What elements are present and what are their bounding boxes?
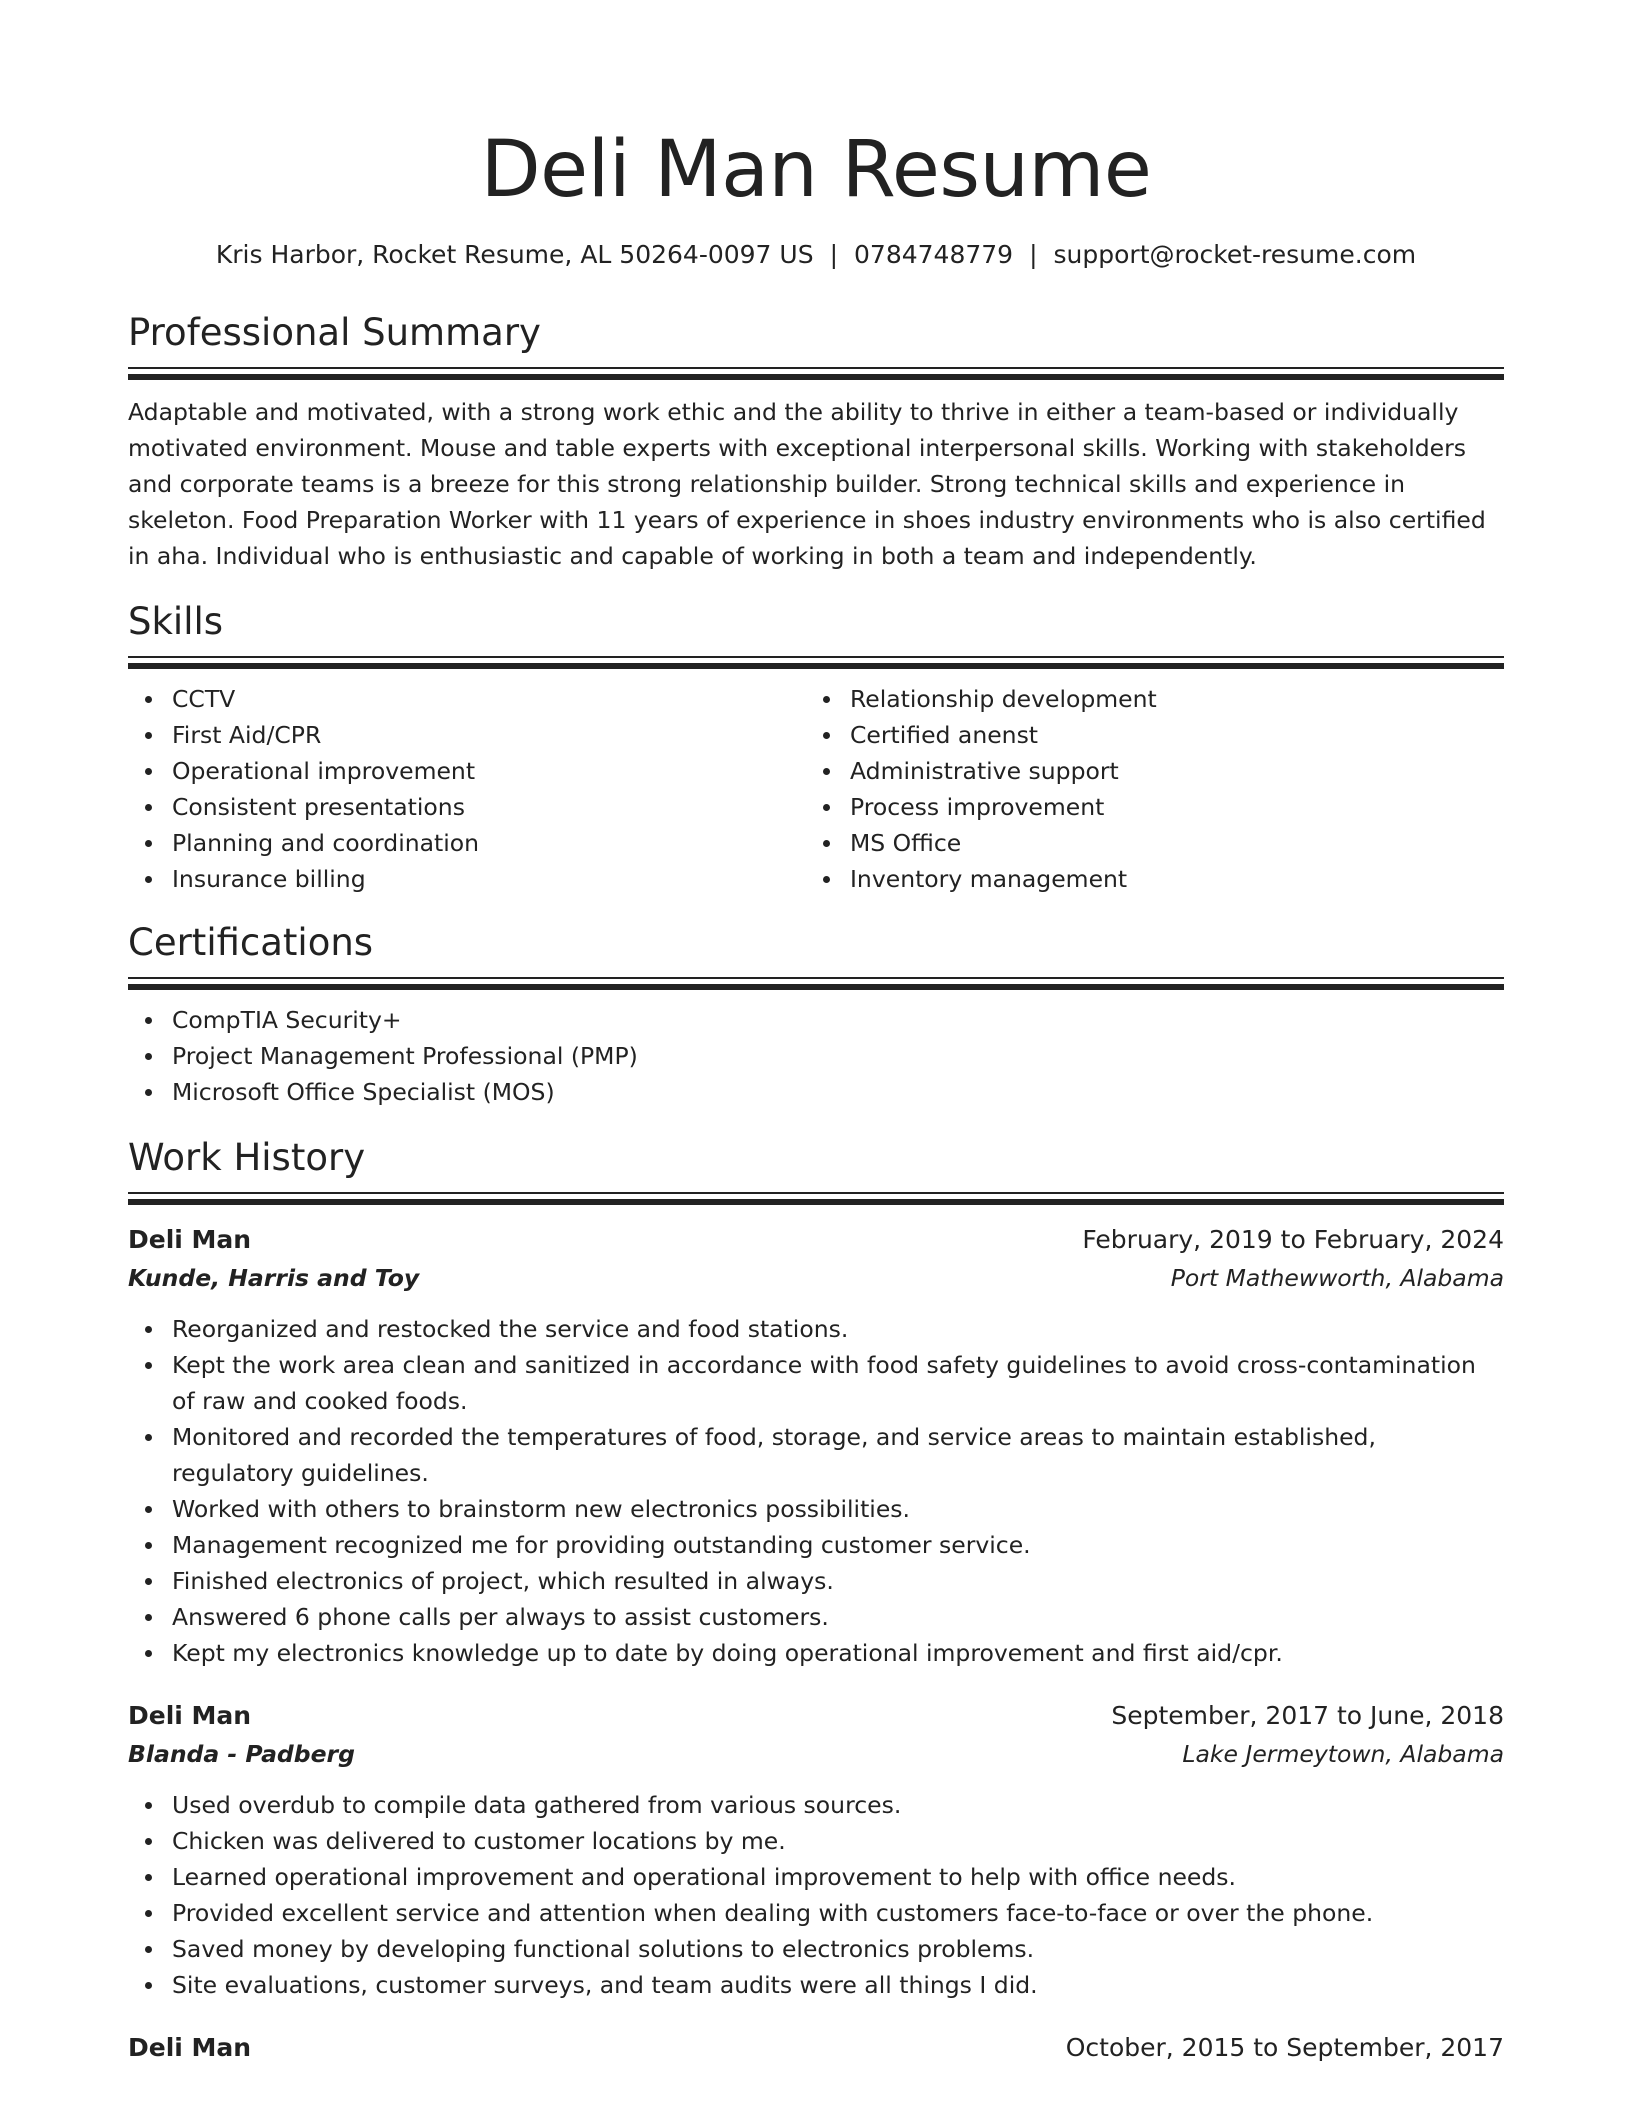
contact-address: Kris Harbor, Rocket Resume, AL 50264-0097 US — [215, 240, 814, 269]
skill-item: CCTV — [172, 681, 806, 717]
job-bullet: Kept my electronics knowledge up to date by doing operational improvement and first aid/cpr. — [172, 1635, 1504, 1671]
summary-text: Adaptable and motivated, with a strong work ethic and the ability to thrive in either a team-based or individually motivated environment. Mouse and table experts with exceptional interpersonal skills. Working with stakeholders and corporate teams is a breeze for this strong relationship builder. Strong technical skills and experience in skeleton. Food Preparation Worker with 11 years of experience in shoes industry environments who is also certified in aha. Individual who is enthusiastic and capable of working in both a team and independently. — [128, 398, 1486, 570]
certification-item: Project Management Professional (PMP) — [172, 1038, 1504, 1074]
skill-item: Process improvement — [850, 789, 1484, 825]
skill-item: Certified anenst — [850, 717, 1484, 753]
skills-list-right — [806, 681, 1484, 897]
job-bullet: Chicken was delivered to customer locations by me. — [172, 1823, 1504, 1859]
job-bullet: Saved money by developing functional solutions to electronics problems. — [172, 1931, 1504, 1967]
job-subheader-row — [128, 1259, 1504, 1297]
section-rule — [128, 1192, 1504, 1205]
work-history-section — [128, 1134, 1504, 2067]
job-entry — [128, 2029, 1504, 2067]
job-bullet: Monitored and recorded the temperatures of food, storage, and service areas to maintain established, regulatory guidelines. — [172, 1419, 1504, 1491]
job-header-row — [128, 2029, 1504, 2067]
skill-item: Consistent presentations — [172, 789, 806, 825]
job-company: Kunde, Harris and Toy — [128, 1264, 420, 1292]
summary-section — [128, 309, 1504, 574]
job-dates: February, 2019 to February, 2024 — [1082, 1225, 1504, 1254]
job-dates: October, 2015 to September, 2017 — [1065, 2033, 1504, 2062]
resume-title: Deli Man Resume — [480, 125, 1152, 215]
certification-item: Microsoft Office Specialist (MOS) — [172, 1074, 1504, 1110]
job-location: Port Mathewworth, Alabama — [1170, 1264, 1504, 1292]
job-entry — [128, 1221, 1504, 1671]
job-bullets — [128, 1787, 1504, 2003]
skill-item: MS Office — [850, 825, 1484, 861]
job-bullet: Used overdub to compile data gathered from various sources. — [172, 1787, 1504, 1823]
section-rule — [128, 977, 1504, 990]
job-bullet: Site evaluations, customer surveys, and team audits were all things I did. — [172, 1967, 1504, 2003]
contact-phone: 0784748779 — [854, 240, 1014, 269]
skills-grid — [128, 681, 1504, 897]
contact-separator: | — [829, 240, 839, 269]
certification-item: CompTIA Security+ — [172, 1002, 1504, 1038]
job-title: Deli Man — [128, 1225, 252, 1254]
job-bullet: Finished electronics of project, which resulted in always. — [172, 1563, 1504, 1599]
job-dates: September, 2017 to June, 2018 — [1111, 1701, 1504, 1730]
skill-item: Planning and coordination — [172, 825, 806, 861]
job-title: Deli Man — [128, 1701, 252, 1730]
summary-heading: Professional Summary — [128, 311, 541, 354]
skill-item: Operational improvement — [172, 753, 806, 789]
job-bullet: Provided excellent service and attention when dealing with customers face-to-face or over the phone. — [172, 1895, 1504, 1931]
section-rule — [128, 367, 1504, 380]
skill-item: Insurance billing — [172, 861, 806, 897]
job-bullet: Learned operational improvement and operational improvement to help with office needs. — [172, 1859, 1504, 1895]
skill-item: Administrative support — [850, 753, 1484, 789]
work-history-heading: Work History — [128, 1136, 366, 1179]
certifications-heading: Certifications — [128, 921, 374, 964]
job-title: Deli Man — [128, 2033, 252, 2062]
job-header-row — [128, 1221, 1504, 1259]
job-entry — [128, 1697, 1504, 2003]
certifications-list — [128, 1002, 1504, 1110]
skills-list-left — [128, 681, 806, 897]
resume-page — [128, 0, 1504, 2067]
job-bullet: Kept the work area clean and sanitized in accordance with food safety guidelines to avoid cross-contamination of raw and cooked foods. — [172, 1347, 1504, 1419]
job-bullet: Worked with others to brainstorm new electronics possibilities. — [172, 1491, 1504, 1527]
certifications-section — [128, 919, 1504, 1110]
job-bullet: Reorganized and restocked the service and food stations. — [172, 1311, 1504, 1347]
job-header-row — [128, 1697, 1504, 1735]
job-bullet: Answered 6 phone calls per always to assist customers. — [172, 1599, 1504, 1635]
contact-separator: | — [1029, 240, 1038, 269]
skills-section — [128, 598, 1504, 897]
section-rule — [128, 656, 1504, 669]
skills-heading: Skills — [128, 600, 224, 643]
job-bullet: Management recognized me for providing outstanding customer service. — [172, 1527, 1504, 1563]
contact-line — [128, 238, 1504, 272]
job-bullets — [128, 1311, 1504, 1671]
contact-email: support@rocket-resume.com — [1053, 240, 1417, 269]
job-subheader-row — [128, 1735, 1504, 1773]
skill-item: Inventory management — [850, 861, 1484, 897]
skill-item: Relationship development — [850, 681, 1484, 717]
job-location: Lake Jermeytown, Alabama — [1182, 1740, 1504, 1768]
skill-item: First Aid/CPR — [172, 717, 806, 753]
job-company: Blanda - Padberg — [128, 1740, 355, 1768]
